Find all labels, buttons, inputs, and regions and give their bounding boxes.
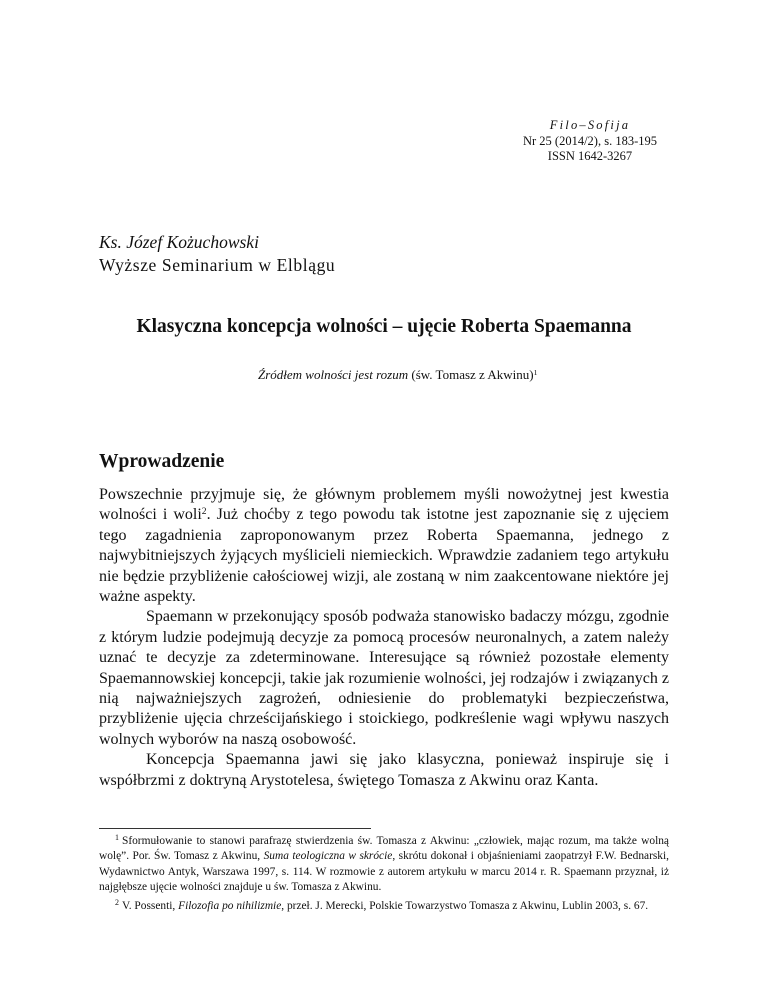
footnote-ref-1[interactable]: 1 xyxy=(533,368,538,378)
footnote-1-mark: 1 xyxy=(115,833,119,843)
footnote-2-book-title: Filozofia po nihilizmie xyxy=(178,899,282,912)
motto xyxy=(258,367,537,383)
paragraph-3: Koncepcja Spaemanna jawi się jako klasyczna, ponieważ inspiruje się i współbrzmi z doktryną Arystotelesa, świętego Tomasza z Akwinu oraz Kanta. xyxy=(99,751,669,789)
journal-header xyxy=(470,118,710,165)
author-institution: Wyższe Seminarium w Elblągu xyxy=(99,255,336,275)
footnote-2-text-b: , przeł. J. Merecki, Polskie Towarzystwo Tomasza z Akwinu, Lublin 2003, s. 67. xyxy=(281,899,649,912)
journal-name: Filo–Sofija xyxy=(549,118,631,132)
footnote-2-mark: 2 xyxy=(115,898,119,908)
footnote-1-text-b: , skrótu dokonał i objaśnieniami zaopatrzył F.W. Bednarski, Wydawnictwo Antyk, Warszawa 1997, s. 114. W rozmowie z autorem artykułu w marcu 2014 r. R. Spaemann przyznał, iż najgłębsze ujęcie wolności znajduje u św. Tomasza z Akwinu. xyxy=(99,850,669,894)
footnote-2 xyxy=(99,899,669,914)
paragraph-2: Spaemann w przekonujący sposób podważa stanowisko badaczy mózgu, zgodnie z którym ludzie podejmują decyzje za pomocą procesów neuronalnych, a zatem należy uznać te decyzje za zdeterminowane. Interesujące są również pozostałe elementy Spaemannowskiej koncepcji, takie jak rozumienie wolności, jej rodzajów i związanych z nią najważniejszych zagrożeń, odniesienie do problematyki bezpieczeństwa, przybliżenie ujęcia chrześcijańskiego i stoickiego, podkreślenie wagi wpływu naszych wolnych wyborów na naszą osobowość. xyxy=(99,608,669,748)
footnote-2-text-a: V. Possenti, xyxy=(121,899,179,912)
journal-issn: ISSN 1642-3267 xyxy=(547,149,633,163)
author-block xyxy=(99,231,335,277)
footnote-1-book-title: Suma teologiczna w skrócie xyxy=(263,850,393,863)
motto-quote: Źródłem wolności jest rozum xyxy=(258,367,409,382)
author-name: Ks. Józef Kożuchowski xyxy=(99,232,259,252)
motto-attribution: (św. Tomasz z Akwinu) xyxy=(408,367,534,382)
footnotes xyxy=(99,834,669,917)
paragraph-1-part-a: Powszechnie przyjmuje się, że głównym problemem myśli nowożytnej jest kwestia wolności i woli xyxy=(99,486,669,524)
footnote-1 xyxy=(99,834,669,896)
article-title: Klasyczna koncepcja wolności – ujęcie Roberta Spaemanna xyxy=(136,316,632,337)
body-text xyxy=(99,485,669,791)
footnote-divider xyxy=(99,828,371,829)
section-heading: Wprowadzenie xyxy=(99,451,225,472)
journal-issue: Nr 25 (2014/2), s. 183-195 xyxy=(522,133,657,148)
paragraph-1-part-b: . Już choćby z tego powodu tak istotne jest zapoznanie się z ujęciem tego zagadnienia zaproponowanym przez Roberta Spaemanna, jednego z najwybitniejszych żyjących myślicieli niemieckich. Wprawdzie zadaniem tego artykułu nie będzie przybliżenie całościowej wizji, ale zostaną w nim zaakcentowane niektóre jej ważne aspekty. xyxy=(99,506,669,606)
footnote-1-text-a: Sformułowanie to stanowi parafrazę stwierdzenia św. Tomasza z Akwinu: „człowiek, mając rozum, ma także wolną wolę”. Por. Św. Tomasz z Akwinu, xyxy=(99,835,669,863)
paragraph-1 xyxy=(99,485,669,607)
footnote-ref-2[interactable]: 2 xyxy=(201,506,207,518)
